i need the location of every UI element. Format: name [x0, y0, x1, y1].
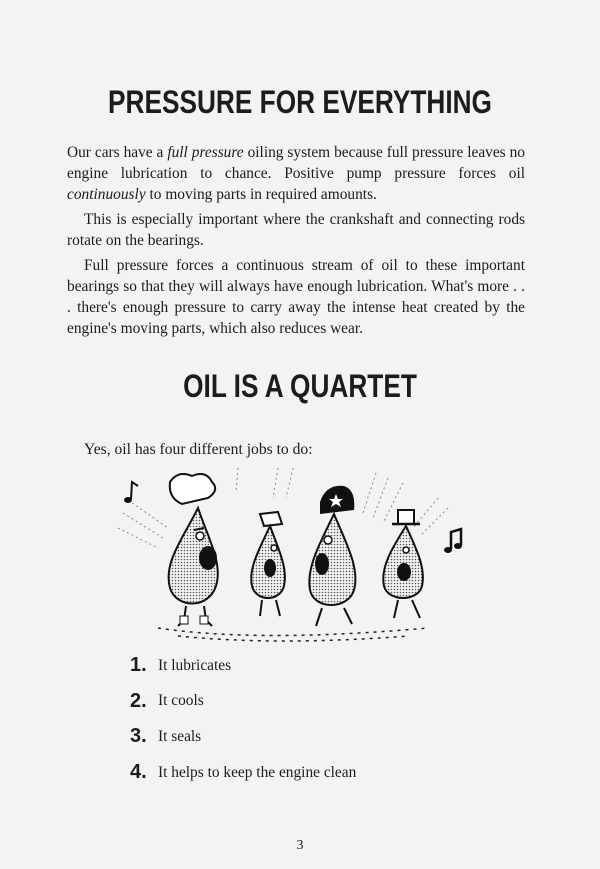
list-item — [130, 719, 356, 755]
list-number: 2. — [130, 689, 147, 712]
oil-drop-quartet-illustration — [108, 468, 478, 646]
paragraph — [67, 142, 525, 205]
list-item — [130, 684, 356, 720]
paragraph — [67, 255, 525, 339]
list-item — [130, 648, 356, 684]
list-number: 4. — [130, 761, 147, 784]
heading-quartet: OIL IS A QUARTET — [183, 368, 417, 404]
list-number: 1. — [130, 654, 147, 677]
list-item — [130, 755, 356, 791]
list-item-text: It helps to keep the engine clean — [158, 763, 357, 781]
list-item-text: It seals — [158, 727, 202, 745]
emphasis-text: full pressure — [167, 144, 244, 161]
paragraph-text: Full pressure forces a continuous stream of oil to these important bearings so that they will always have enough lubrication. What's more . . . there's enough pressure to carry away the intense heat created by the engine's moving parts, which also reduces wear. — [67, 257, 525, 337]
intro-text: Yes, oil has four different jobs to do: — [84, 441, 313, 458]
list-item-text: It cools — [158, 692, 204, 710]
paragraph-text: to moving parts in required amounts. — [145, 186, 377, 203]
oil-drop-singer-tophat-icon — [383, 510, 423, 618]
oil-drop-singer-police-icon — [309, 486, 355, 626]
music-note-icon — [444, 529, 462, 553]
paragraph — [67, 209, 525, 251]
paragraph-text: oiling system because full pressure leaves no engine lubrication to chance. Positive pump pressure forces oil — [67, 144, 525, 182]
list-item-text: It lubricates — [158, 656, 232, 674]
page-number: 3 — [296, 838, 304, 853]
paragraph-text: This is especially important where the crankshaft and connecting rods rotate on the bearings. — [67, 211, 525, 249]
emphasis-text: continuously — [67, 186, 146, 203]
heading-pressure: PRESSURE FOR EVERYTHING — [108, 84, 492, 120]
jobs-list — [130, 648, 356, 790]
music-note-icon — [124, 482, 138, 503]
oil-drop-singer-cap-icon — [251, 512, 285, 616]
paragraph-text: Our cars have a — [67, 144, 168, 161]
list-number: 3. — [130, 725, 147, 748]
body-text — [67, 142, 525, 343]
oil-drop-singer-chef-icon — [169, 474, 218, 626]
